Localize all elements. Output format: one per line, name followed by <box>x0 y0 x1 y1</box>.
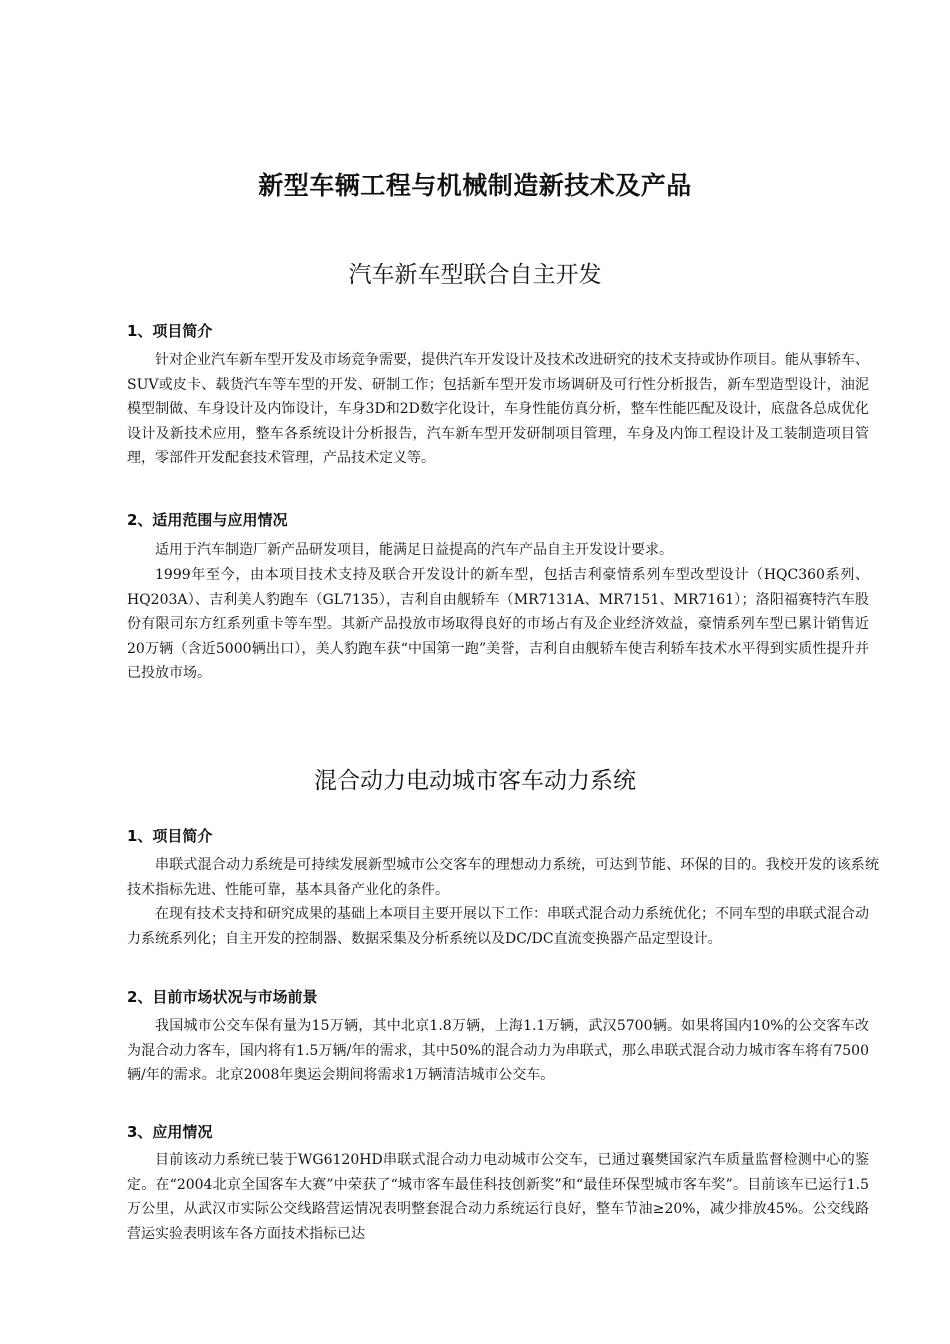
paragraph-hybrid-work: 在现有技术支持和研究成果的基础上本项目主要开展以下工作：串联式混合动力系统优化；不同车型的串联式混合动力系统系列化；自主开发的控制器、数据采集及分析系统以及DC/DC直流变换器产品定型设计。 <box>127 906 869 947</box>
section-title-car-development: 汽车新车型联合自主开发 <box>348 262 602 288</box>
document-title: 新型车辆工程与机械制造新技术及产品 <box>258 171 692 200</box>
paragraph-project-intro: 针对企业汽车新车型开发及市场竞争需要，提供汽车开发设计及技术改进研究的技术支持或协作项目。能从事轿车、SUV或皮卡、载货汽车等车型的开发、研制工作；包括新车型开发市场调研及可行性分析报告，新车型造型设计，油泥模型制做、车身设计及内饰设计，车身3D和2D数字化设计，车身性能仿真分析，整车性能匹配及设计，底盘各总成优化设计及新技术应用，整车各系统设计分析报告，汽车新车型开发研制项目管理，车身及内饰工程设计及工装制造项目管理，零部件开发配套技术管理，产品技术定义等。 <box>127 352 869 466</box>
paragraph-application-status: 目前该动力系统已装于WG6120HD串联式混合动力电动城市公交车，已通过襄樊国家汽车质量监督检测中心的鉴定。在“2004北京全国客车大赛”中荣获了“城市客车最佳科技创新奖”和“最佳环保型城市客车奖”。目前该车已运行1.5万公里，从武汉市实际公交线路营运情况表明整套混合动力系统运行良好，整车节油≥20%，减少排放45%。公交线路营运实验表明该车各方面技术指标已达 <box>127 1152 869 1242</box>
heading-scope-application: 2、适用范围与应用情况 <box>127 511 288 529</box>
section-title-hybrid-bus: 混合动力电动城市客车动力系统 <box>314 768 636 794</box>
paragraph-application-history: 1999年至今，由本项目技术支持及联合开发设计的新车型，包括吉利豪情系列车型改型设计（HQC360系列、HQ203A）、吉利美人豹跑车（GL7135），吉利自由舰轿车（MR7131A、MR7151、MR7161）；洛阳福赛特汽车股份有限司东方红系列重卡等车型。其新产品投放市场取得良好的市场占有及企业经济效益，豪情系列车型已累计销售近20万辆（含近5000辆出口），美人豹跑车获“中国第一跑”美誉，吉利自由舰轿车使吉利轿车技术水平得到实质性提升并已投放市场。 <box>127 567 869 681</box>
heading-hybrid-intro: 1、项目简介 <box>127 827 213 845</box>
paragraph-market-outlook: 我国城市公交车保有量为15万辆，其中北京1.8万辆，上海1.1万辆，武汉5700辆。如果将国内10%的公交客车改为混合动力客车，国内将有1.5万辆/年的需求，其中50%的混合动力为串联式，那么串联式混合动力城市客车将有7500辆/年的需求。北京2008年奥运会期间将需求1万辆清洁城市公交车。 <box>127 1018 869 1083</box>
heading-application-status: 3、应用情况 <box>127 1123 213 1141</box>
paragraph-hybrid-intro: 串联式混合动力系统是可持续发展新型城市公交客车的理想动力系统，可达到节能、环保的目的。我校开发的该系统技术指标先进、性能可靠，基本具备产业化的条件。 <box>127 857 879 898</box>
paragraph-scope: 适用于汽车制造厂新产品研发项目，能满足日益提高的汽车产品自主开发设计要求。 <box>155 542 673 558</box>
heading-market-outlook: 2、目前市场状况与市场前景 <box>127 988 318 1006</box>
heading-project-intro: 1、项目简介 <box>127 322 213 340</box>
